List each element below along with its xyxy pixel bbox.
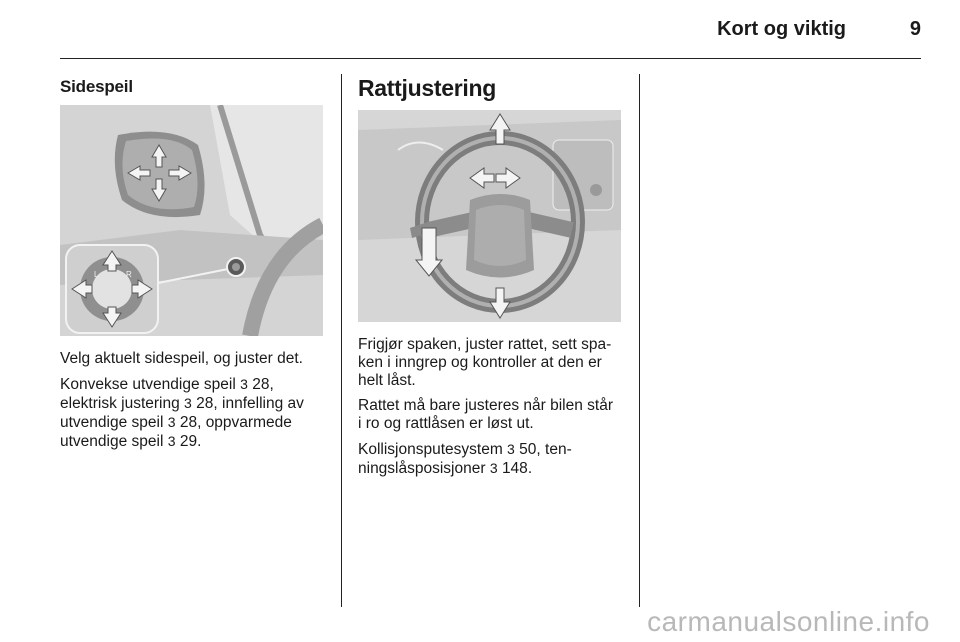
paragraph-steering-references (358, 440, 628, 478)
reference-arrow-icon: 3 (240, 376, 248, 392)
page-reference-link[interactable]: 28 (196, 395, 214, 412)
text-line: helt låst. (358, 372, 416, 389)
column-divider-left (341, 74, 342, 607)
ref-line: elektrisk justering 3 28, innfelling av (60, 395, 304, 412)
section-heading-rattjustering: Rattjustering (358, 75, 496, 101)
page-number: 9 (909, 18, 921, 40)
text-line: i ro og rattlåsen er løst ut. (358, 415, 534, 432)
mirror-adjustment-illustration (60, 105, 323, 336)
ref-line: Kollisjonsputesystem 3 50, ten- (358, 441, 572, 458)
paragraph-mirror-references (60, 375, 330, 451)
ref-line: Konvekse utvendige speil 3 28, (60, 376, 274, 393)
column-divider-right (639, 74, 640, 607)
header-divider (60, 58, 921, 59)
reference-arrow-icon: 3 (184, 395, 192, 411)
page-reference-link[interactable]: 28 (179, 414, 198, 431)
paragraph-steering-warning (358, 397, 628, 433)
reference-arrow-icon: 3 (507, 441, 515, 457)
text-line: Rattet må bare justeres når bilen står (358, 397, 614, 414)
reference-arrow-icon: 3 (489, 460, 498, 476)
text-line: Frigjør spaken, juster rattet, sett spa- (358, 336, 612, 353)
ref-line: utvendige speil 3 29. (60, 433, 202, 450)
paragraph-mirror-instruction (60, 350, 330, 368)
page-reference-link[interactable]: 29 (179, 433, 198, 450)
page-reference-link[interactable]: 148 (501, 460, 528, 477)
ref-line: ningslåsposisjoner 3 148. (358, 460, 533, 477)
text-line: Velg aktuelt sidespeil, og juster det. (60, 350, 303, 367)
page-reference-link[interactable]: 28 (252, 376, 270, 393)
text-line: ken i inngrep og kontroller at den er (358, 354, 602, 371)
section-heading-sidespeil: Sidespeil (60, 77, 133, 96)
reference-arrow-icon: 3 (167, 414, 176, 430)
page-reference-link[interactable]: 50 (519, 441, 537, 458)
ref-line: utvendige speil 3 28, oppvarmede (60, 414, 292, 431)
header-title: Kort og viktig (717, 18, 846, 40)
paragraph-adjust-steering (358, 336, 628, 390)
svg-text:R: R (126, 270, 132, 279)
svg-text:L: L (94, 270, 99, 279)
watermark: carmanualsonline.info (647, 606, 930, 637)
reference-arrow-icon: 3 (167, 433, 176, 449)
steering-wheel-illustration (358, 110, 621, 322)
